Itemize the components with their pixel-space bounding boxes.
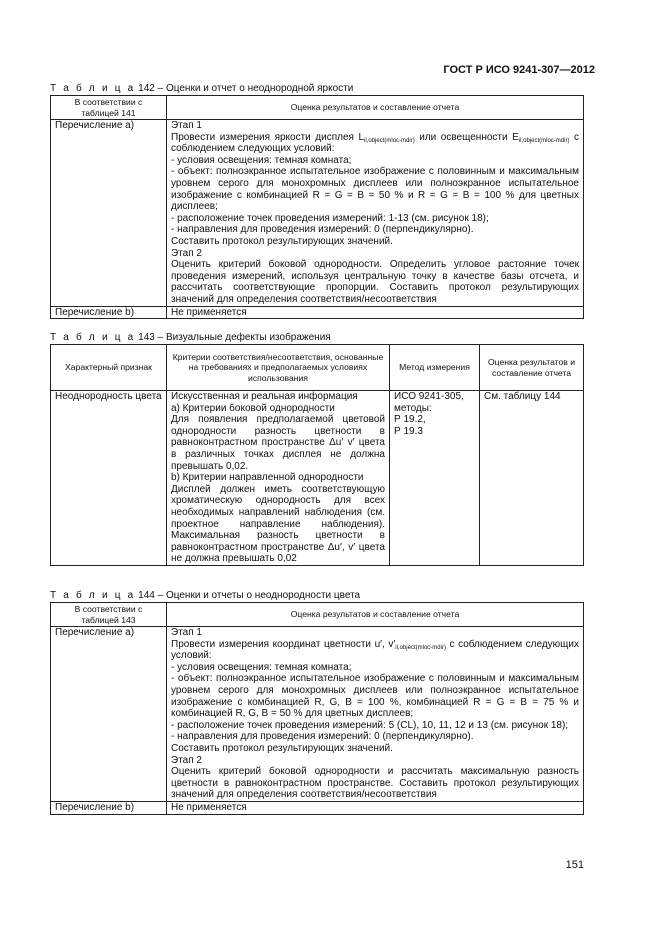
caption-word: Т а б л и ц а xyxy=(50,332,136,343)
table-143-caption xyxy=(50,332,331,343)
table-144 xyxy=(50,602,584,815)
table-142-row2-content: Не применяется xyxy=(167,306,584,319)
caption-text: 144 – Оценки и отчеты о неоднородности цвета xyxy=(135,590,361,601)
table-143-method: ИСО 9241-305, методы: Р 19.2, Р 19.3 xyxy=(390,391,480,566)
caption-text: 143 – Визуальные дефекты изображения xyxy=(135,332,331,343)
table-143-criteria: Искусственная и реальная информация а) Критерии боковой однородности Для появления предполагаемой цветовой однородности разность цветности в равноконтрастном пространстве Δu′ v′ цвета в различных точках дисплея не должна превышать 0,02. b) Критерии направленной однородности Дисплей должен иметь соответствующую хроматическую однородность для всех необходимых направлений наблюдения (см. проектное направление наблюдения). Максимальная разность цветности в равноконтрастном пространстве Δu′, v′ цвета не должна превышать 0,02 xyxy=(167,391,390,566)
table-144-row2-label: Перечисление b) xyxy=(51,801,167,814)
table-144-row1-label: Перечисление а) xyxy=(51,627,167,802)
page-number: 151 xyxy=(565,859,584,871)
caption-text: 142 – Оценки и отчет о неоднородной яркости xyxy=(135,83,354,94)
table-144-row1-content: Этап 1 Провести измерения координат цветности u′, $v'_{il,object(mloc-mdir)}$ с соблюдением следующих условий: - условия освещения: темная комната; - объект: полноэкранное испытательное изображение с половинным и максимальным уровнем серого для монохромных дисплеев или полноэкранное испытательное изображение с комбинацией R, G, B = 100 %, комбинацией R = G = B = 75 % и комбинацией R, G, B = 50 % для цветных дисплеев; - расположение точек проведения измерений: 5 (CL), 10, 11, 12 и 13 (см. рисунок 18); - направления для проведения измерений: 0 (перпендикулярно). Составить протокол результирующих значений. Этап 2 Оценить критерий боковой однородности и рассчитать максимальную разность цветности в равноконтрастном пространстве. Составить протокол результирующих значений для определения соответствия/несоответствия xyxy=(167,627,584,802)
table-144-row2-content: Не применяется xyxy=(167,801,584,814)
table-142-row1-content: Этап 1 Провести измерения яркости дисплея $L_{il,object(mloc-mdir)}$ или освещенности $E_{il,object(mloc-mdir)}$ с соблюдением следующих условий: - условия освещения: темная комната; - объект: полноэкранное испытательное изображение с половинным и максимальным уровнем серого для монохромных дисплеев или полноэкранное испытательное изображение с комбинацией R = G = B = 50 % и R = G = B = 100 % для цветных дисплеев; - расположение точек проведения измерений: 1-13 (см. рисунок 18); - направления для проведения измерений: 0 (перпендикулярно). Составить протокол результирующих значений. Этап 2 Оценить критерий боковой однородности. Определить угловое растояние точек проведения измерений, используя центральную точку в качестве базы отсчета, и рассчитать соответствующие пропорции. Составить протокол результирующих значений для определения соответствия/несоответствия xyxy=(167,120,584,307)
caption-word: Т а б л и ц а xyxy=(50,590,136,601)
table-144-header-col2: Оценка результатов и составление отчета xyxy=(167,603,584,627)
table-143-header-col4: Оценка результатов и составление отчета xyxy=(480,345,584,391)
table-143-evaluation: См. таблицу 144 xyxy=(480,391,584,566)
table-142-row2-label: Перечисление b) xyxy=(51,306,167,319)
table-142-header-col2: Оценка результатов и составление отчета xyxy=(167,96,584,120)
table-143-row-label: Неоднородность цвета xyxy=(51,391,167,566)
table-143-header-col2: Критерии соответствия/несоответствия, основанные на требованиях и предполагаемых условиях использования xyxy=(167,345,390,391)
document-header: ГОСТ Р ИСО 9241-307—2012 xyxy=(443,64,595,76)
caption-word: Т а б л и ц а xyxy=(50,83,136,94)
table-142-caption xyxy=(50,83,353,94)
table-142 xyxy=(50,95,584,319)
table-142-header-col1: В соответствии с таблицей 141 xyxy=(51,96,167,120)
table-143 xyxy=(50,344,584,566)
table-143-header-col1: Характерный признак xyxy=(51,345,167,391)
table-144-caption xyxy=(50,590,360,601)
table-143-header-col3: Метод измерения xyxy=(390,345,480,391)
table-142-row1-label: Перечисление а) xyxy=(51,120,167,307)
table-144-header-col1: В соответствии с таблицей 143 xyxy=(51,603,167,627)
